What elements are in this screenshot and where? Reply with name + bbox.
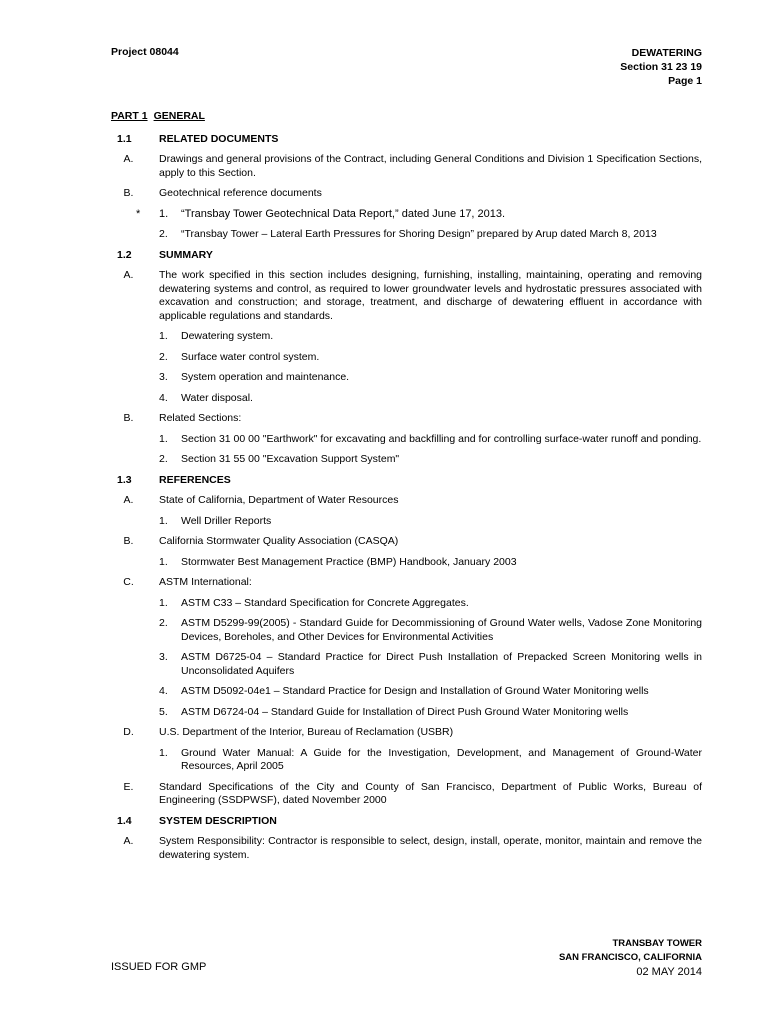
paragraph-label: B. — [123, 187, 134, 199]
subparagraph-label: 4. — [159, 391, 168, 404]
article-heading — [111, 249, 702, 263]
paragraph-label: A. — [123, 835, 134, 847]
paragraph — [111, 269, 702, 323]
paragraph-text: Related Sections: — [159, 412, 242, 424]
paragraph-text: Geotechnical reference documents — [159, 187, 322, 199]
subparagraph — [159, 706, 702, 720]
subparagraph — [159, 330, 702, 344]
subparagraph-text: Well Driller Reports — [181, 514, 272, 527]
paragraph-text: Standard Specifications of the City and County of San Francisco, Department of Public Works, Bureau of Engineering (SSDPWSF), dated November 2000 — [159, 780, 702, 806]
subparagraph — [159, 685, 702, 699]
subparagraph-text: Dewatering system. — [181, 330, 274, 342]
paragraph-label: C. — [123, 576, 134, 588]
subparagraph-text: Ground Water Manual: A Guide for the Investigation, Development, and Management of Ground-Water Resources, April 2005 — [181, 746, 702, 772]
subparagraph-text: System operation and maintenance. — [181, 371, 350, 383]
footer-date: 02 MAY 2014 — [636, 966, 702, 978]
subparagraph-text: ASTM D6724-04 – Standard Guide for Installation of Direct Push Ground Water Monitoring wells — [181, 705, 629, 718]
footer-location: SAN FRANCISCO, CALIFORNIA — [558, 952, 702, 963]
subparagraph — [159, 747, 702, 774]
paragraph-label: B. — [123, 412, 134, 424]
subparagraph — [159, 651, 702, 678]
paragraph — [111, 494, 702, 508]
article-number: 1.3 — [117, 473, 132, 486]
subparagraph-label: 1. — [159, 432, 168, 445]
subparagraph — [159, 371, 702, 385]
part-number: PART 1 — [111, 110, 148, 122]
paragraph-label: D. — [123, 726, 134, 738]
subparagraph-label: 2. — [159, 453, 168, 465]
subparagraph-label: 5. — [159, 705, 168, 718]
subparagraph-label: 4. — [159, 685, 168, 697]
paragraph-text: California Stormwater Quality Association (CASQA) — [159, 535, 399, 547]
subparagraph-text: ASTM D6725-04 – Standard Practice for Direct Push Installation of Prepacked Screen Monitoring wells in Unconsolidated Aquifers — [181, 651, 702, 677]
subparagraph — [159, 453, 702, 467]
subparagraph-label: 1. — [159, 514, 168, 527]
article-number: 1.2 — [117, 248, 132, 261]
subparagraph-label: 1. — [159, 207, 169, 220]
subparagraph-text: Surface water control system. — [181, 350, 320, 363]
subparagraph-text: “Transbay Tower Geotechnical Data Report,” dated June 17, 2013. — [181, 207, 506, 220]
subparagraph-label: 2. — [159, 350, 168, 363]
part-title: GENERAL — [153, 110, 205, 122]
subparagraph — [159, 351, 702, 365]
footer-issued: ISSUED FOR GMP — [111, 961, 207, 973]
revision-mark: * — [136, 207, 141, 220]
footer-project-name: TRANSBAY TOWER — [612, 938, 702, 949]
paragraph-label: E. — [123, 780, 134, 793]
subparagraph-label: 2. — [159, 617, 168, 629]
article-title: SUMMARY — [159, 248, 213, 261]
paragraph-text: System Responsibility: Contractor is responsible to select, design, install, operate, monitor, maintain and remove the dewatering system. — [159, 835, 702, 861]
paragraph — [111, 412, 702, 426]
subparagraph-text: Stormwater Best Management Practice (BMP) Handbook, January 2003 — [181, 555, 517, 568]
subparagraph — [159, 228, 702, 242]
header-title: DEWATERING — [631, 47, 702, 59]
header-block — [620, 46, 702, 88]
footer-block — [559, 937, 702, 979]
subparagraph-text: Section 31 55 00 "Excavation Support System" — [181, 453, 400, 465]
subparagraph-label: 3. — [159, 371, 168, 383]
paragraph — [111, 781, 702, 808]
subparagraph-label: 2. — [159, 228, 168, 240]
paragraph-text: State of California, Department of Water Resources — [159, 494, 399, 506]
subparagraph-text: Section 31 00 00 "Earthwork" for excavating and backfilling and for controlling surface-water runoff and ponding. — [181, 432, 702, 445]
article-number: 1.1 — [117, 132, 132, 145]
subparagraph — [136, 207, 702, 222]
paragraph-text: Drawings and general provisions of the Contract, including General Conditions and Division 1 Specification Sections, apply to this Section. — [159, 153, 702, 179]
subparagraph-text: ASTM C33 – Standard Specification for Concrete Aggregates. — [181, 596, 469, 609]
article-heading — [111, 474, 702, 488]
paragraph — [111, 153, 702, 180]
article-title: REFERENCES — [159, 473, 231, 486]
paragraph — [111, 576, 702, 590]
header-section: Section 31 23 19 — [620, 61, 702, 73]
subparagraph-label: 1. — [159, 330, 168, 342]
paragraph — [111, 187, 702, 201]
subparagraph-label: 1. — [159, 596, 168, 609]
paragraph — [111, 726, 702, 740]
subparagraph-text: ASTM D5092-04e1 – Standard Practice for Design and Installation of Ground Water Monitoring wells — [181, 685, 649, 697]
part-heading — [111, 110, 702, 124]
header-page: Page 1 — [668, 75, 702, 87]
paragraph — [111, 835, 702, 862]
paragraph-label: B. — [123, 535, 134, 547]
article-heading — [111, 815, 702, 829]
subparagraph-text: ASTM D5299-99(2005) - Standard Guide for Decommissioning of Ground Water wells, Vadose Zone Monitoring Devices, Boreholes, and Other Devices for Environmental Activities — [181, 617, 702, 643]
header-project: Project 08044 — [111, 46, 179, 58]
paragraph-text: U.S. Department of the Interior, Bureau of Reclamation (USBR) — [159, 726, 454, 738]
paragraph-label: A. — [123, 153, 134, 165]
paragraph-label: A. — [123, 494, 134, 506]
spec-body — [111, 110, 702, 869]
article-title: RELATED DOCUMENTS — [159, 132, 279, 145]
subparagraph-text: Water disposal. — [181, 391, 253, 404]
article-heading — [111, 133, 702, 147]
subparagraph — [159, 617, 702, 644]
subparagraph-label: 3. — [159, 651, 168, 663]
paragraph-text: The work specified in this section includes designing, furnishing, installing, maintaining, operating and removing dewatering systems and control, as required to lower groundwater levels and hydrostatic pressures associated with excavation and construction; and storage, treatment, and discharge of dewatering effluent in accordance with applicable regulations and standards. — [159, 269, 702, 322]
article-number: 1.4 — [117, 814, 132, 827]
subparagraph-text: “Transbay Tower – Lateral Earth Pressures for Shoring Design” prepared by Arup dated March 8, 2013 — [181, 228, 657, 240]
subparagraph-label: 1. — [159, 555, 168, 568]
subparagraph — [159, 556, 702, 570]
paragraph — [111, 535, 702, 549]
article-title: SYSTEM DESCRIPTION — [159, 814, 277, 827]
subparagraph-label: 1. — [159, 746, 168, 759]
subparagraph — [159, 597, 702, 611]
subparagraph — [159, 433, 702, 447]
subparagraph — [159, 392, 702, 406]
subparagraph — [159, 515, 702, 529]
paragraph-text: ASTM International: — [159, 576, 252, 588]
paragraph-label: A. — [123, 269, 134, 281]
